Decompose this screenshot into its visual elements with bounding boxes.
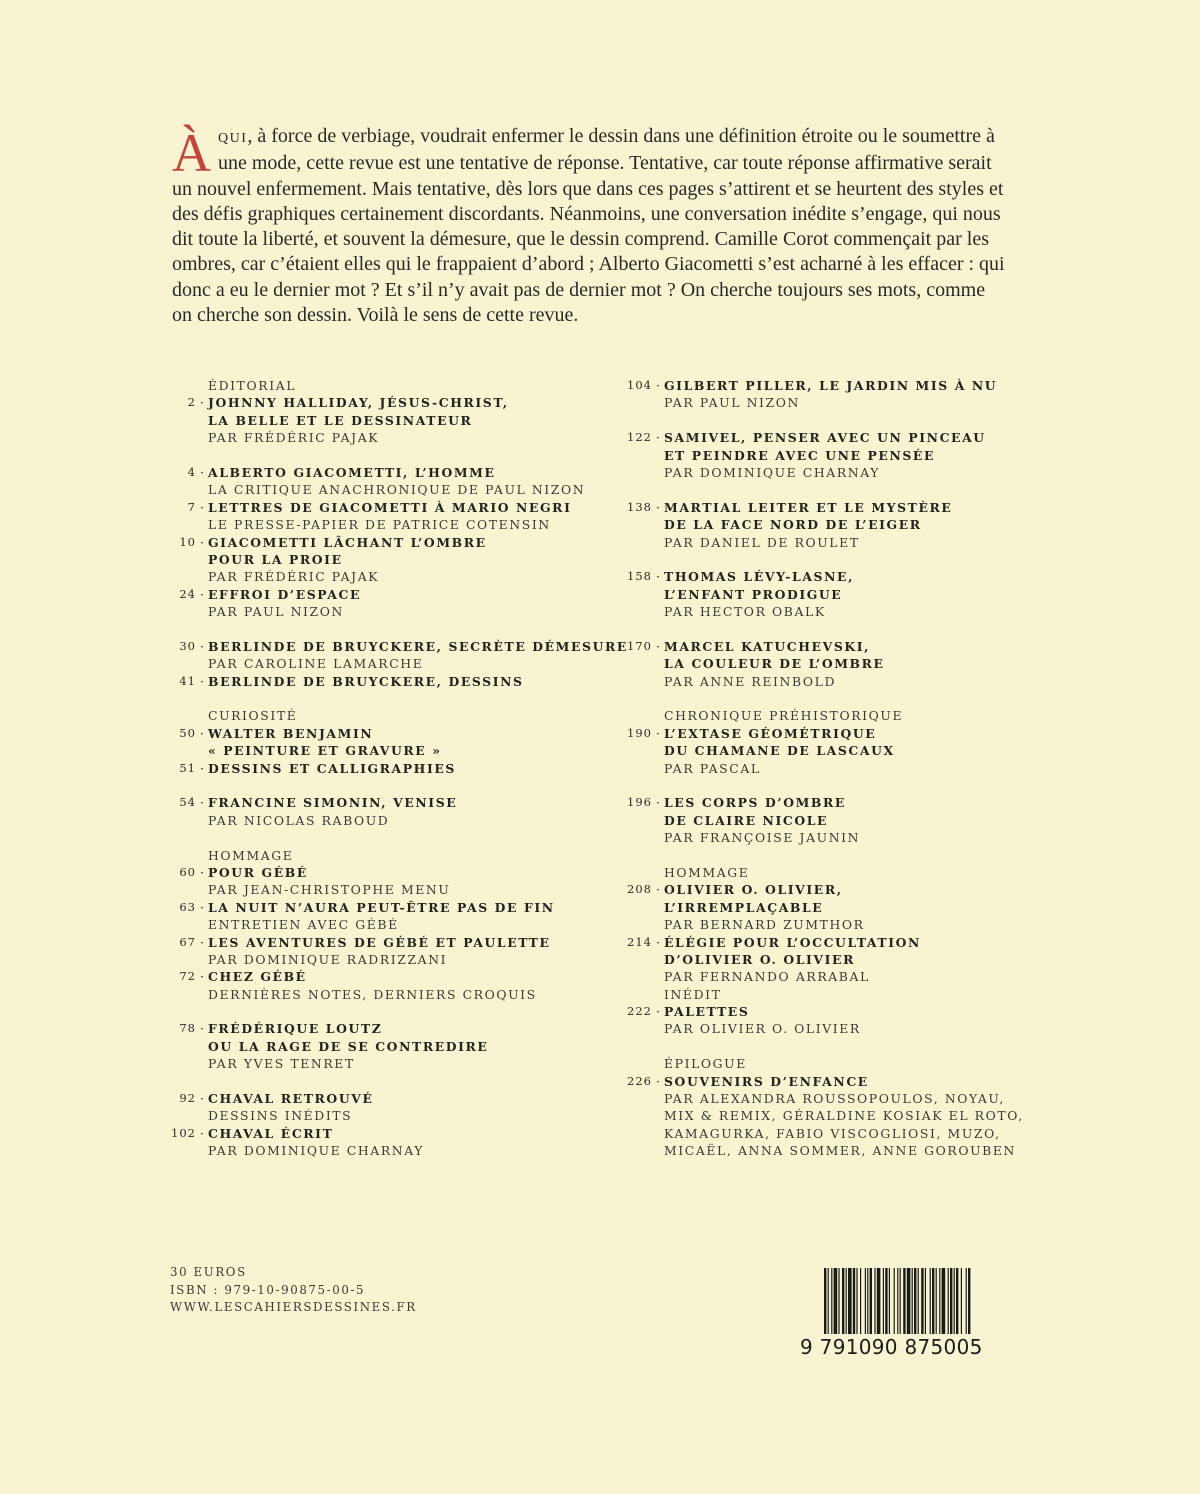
toc-sub-line [612, 986, 1042, 1003]
toc-sub-line [156, 655, 586, 672]
toc-title-line [156, 394, 586, 411]
toc-title-line [612, 812, 1042, 829]
toc-title-text: SAMIVEL, PENSER AVEC UN PINCEAU [664, 430, 986, 446]
barcode-bar [948, 1268, 949, 1334]
toc-title-text: THOMAS LÉVY-LASNE, [664, 569, 854, 585]
toc-sub-line [156, 916, 586, 933]
barcode-bar [897, 1268, 898, 1334]
toc-sub-line [612, 829, 1042, 846]
toc-spacer [612, 777, 1042, 794]
toc-title-text: D’OLIVIER O. OLIVIER [664, 951, 855, 967]
toc-title-line [156, 742, 586, 759]
barcode-bar [903, 1268, 905, 1334]
toc-sub-line [156, 603, 586, 620]
barcode-bar [918, 1268, 919, 1334]
toc-sub-line [612, 1090, 1042, 1107]
toc-title-line [612, 1003, 1042, 1020]
toc-sub-text: MIX & REMIX, GÉRALDINE KOSIAK EL ROTO, [664, 1108, 1024, 1124]
toc-title-line [156, 760, 586, 777]
toc-title-text: PALETTES [664, 1004, 750, 1020]
toc-title-text: CHAVAL ÉCRIT [208, 1125, 334, 1141]
toc-title-line [156, 464, 586, 481]
toc-title-text: LA BELLE ET LE DESSINATEUR [208, 412, 473, 428]
toc-title-line [612, 429, 1042, 446]
toc-title-text: EFFROI D’ESPACE [208, 586, 362, 602]
barcode-bar [838, 1268, 839, 1334]
barcode-bar [824, 1268, 826, 1334]
toc-spacer [612, 551, 1042, 568]
toc-title-line [156, 412, 586, 429]
toc-title-line [612, 742, 1042, 759]
toc-title-line [612, 638, 1042, 655]
toc-bullet: · [656, 378, 662, 393]
barcode-bar [842, 1268, 844, 1334]
isbn: ISBN : 979-10-90875-00-5 [170, 1282, 366, 1297]
toc-title-text: CHAVAL RETROUVÉ [208, 1091, 374, 1107]
barcode-bar [885, 1268, 887, 1334]
toc-bullet: · [200, 1091, 206, 1107]
toc-sub-text: PAR CAROLINE LAMARCHE [208, 656, 424, 672]
toc-bullet: · [200, 464, 206, 480]
toc-page-number: 30 [179, 638, 196, 653]
toc-section-text: ÉDITORIAL [208, 378, 297, 393]
barcode-bar [831, 1268, 832, 1334]
toc-sub-line [156, 986, 586, 1003]
toc-title-text: MARTIAL LEITER ET LE MYSTÈRE [664, 499, 953, 515]
toc-title-text: GIACOMETTI LÂCHANT L’OMBRE [208, 534, 487, 550]
toc-sub-text: PAR PAUL NIZON [208, 604, 344, 620]
price: 30 EUROS [170, 1265, 247, 1279]
toc-sub-text: KAMAGURKA, FABIO VISCOGLIOSI, MUZO, [664, 1125, 1001, 1141]
toc-sub-line [156, 1142, 586, 1159]
toc-spacer [612, 481, 1042, 498]
barcode-bar [932, 1268, 934, 1334]
barcode-bar [968, 1268, 970, 1334]
toc-section-line [612, 864, 1042, 881]
toc-bullet: · [200, 934, 206, 950]
toc-bullet: · [200, 499, 206, 515]
toc-page-number: 170 [627, 638, 652, 653]
toc-page-number: 50 [179, 725, 196, 740]
toc-page-number: 10 [179, 534, 196, 549]
toc-bullet: · [200, 1021, 206, 1037]
toc-sub-line [612, 1020, 1042, 1037]
toc-sub-line [612, 534, 1042, 551]
back-cover-footer [170, 1264, 417, 1317]
toc-title-line [612, 447, 1042, 464]
toc-spacer [612, 412, 1042, 429]
toc-section-line [156, 707, 586, 724]
toc-sub-line [612, 464, 1042, 481]
toc-sub-text: DESSINS INÉDITS [208, 1108, 353, 1124]
toc-title-line [156, 586, 586, 603]
intro-paragraph [172, 124, 1008, 328]
toc-bullet: · [656, 882, 662, 898]
barcode-bar [921, 1268, 923, 1334]
barcode-bar [925, 1268, 926, 1334]
toc-section-text: HOMMAGE [664, 864, 750, 880]
toc-page-number: 78 [179, 1021, 196, 1036]
toc-right-column [612, 377, 1042, 1160]
toc-sub-line [612, 673, 1042, 690]
barcode-bar [846, 1268, 847, 1334]
toc-title-text: JOHNNY HALLIDAY, JÉSUS-CHRIST, [208, 395, 509, 411]
toc-title-line [156, 1020, 586, 1037]
toc-bullet: · [656, 638, 662, 654]
toc-bullet: · [656, 1004, 662, 1020]
barcode-bar [853, 1268, 855, 1334]
toc-title-text: LES AVENTURES DE GÉBÉ ET PAULETTE [208, 934, 551, 950]
toc-page-number: 54 [179, 795, 196, 810]
toc-section-text: CHRONIQUE PRÉHISTORIQUE [664, 708, 904, 724]
toc-sub-text: PAR FRANÇOISE JAUNIN [664, 830, 861, 846]
toc-spacer [612, 690, 1042, 707]
toc-sub-line [156, 1107, 586, 1124]
toc-sub-line [156, 951, 586, 968]
toc-title-text: BERLINDE DE BRUYCKERE, SECRÈTE DÉMESURE [208, 638, 628, 654]
toc-title-line [612, 881, 1042, 898]
toc-bullet: · [200, 760, 206, 776]
toc-sub-line [612, 1125, 1042, 1142]
toc-title-text: L’IRREMPLAÇABLE [664, 899, 824, 915]
toc-spacer [612, 847, 1042, 864]
barcode-bar [942, 1268, 946, 1334]
barcode [800, 1266, 1004, 1366]
toc-bullet: · [200, 899, 206, 915]
toc-bullet: · [200, 864, 206, 880]
toc-title-text: DE LA FACE NORD DE L’EIGER [664, 517, 922, 533]
toc-title-text: L’EXTASE GÉOMÉTRIQUE [664, 725, 877, 741]
toc-bullet: · [656, 934, 662, 950]
toc-sub-line [156, 1055, 586, 1072]
toc-title-text: DE CLAIRE NICOLE [664, 812, 829, 828]
toc-title-line [612, 1073, 1042, 1090]
barcode-bar [936, 1268, 937, 1334]
barcode-bar [930, 1268, 931, 1334]
toc-title-line [156, 534, 586, 551]
toc-title-text: L’ENFANT PRODIGUE [664, 586, 843, 602]
toc-sub-text: PAR YVES TENRET [208, 1056, 355, 1072]
toc-title-text: LA COULEUR DE L’OMBRE [664, 656, 885, 672]
barcode-bar [870, 1268, 872, 1334]
barcode-bar [856, 1268, 857, 1334]
toc-page-number: 190 [627, 725, 652, 740]
toc-bullet: · [200, 586, 206, 602]
toc-page-number: 104 [627, 378, 652, 392]
toc-sub-text: PAR DANIEL DE ROULET [664, 534, 860, 550]
toc-title-line [156, 934, 586, 951]
toc-title-text: « PEINTURE ET GRAVURE » [208, 743, 442, 759]
toc-sub-line [156, 881, 586, 898]
toc-page-number: 24 [179, 586, 196, 601]
toc-title-text: ET PEINDRE AVEC UNE PENSÉE [664, 447, 936, 463]
toc-page-number: 67 [179, 934, 196, 949]
toc-bullet: · [200, 395, 206, 411]
toc-title-line [156, 673, 586, 690]
toc-sub-text: PAR FRÉDÉRIC PAJAK [208, 430, 380, 446]
toc-page-number: 158 [627, 569, 652, 584]
toc-bullet: · [656, 430, 662, 446]
toc-title-line [156, 638, 628, 655]
barcode-bar [900, 1268, 901, 1334]
toc-bullet: · [200, 534, 206, 550]
toc-title-text: MARCEL KATUCHEVSKI, [664, 638, 871, 654]
toc-sub-text: PAR BERNARD ZUMTHOR [664, 917, 865, 933]
toc-page-number: 4 [187, 464, 196, 479]
toc-sub-line [156, 812, 586, 829]
toc-title-line [612, 899, 1042, 916]
barcode-bar [966, 1268, 967, 1334]
toc-bullet: · [200, 638, 206, 654]
barcode-bar [950, 1268, 952, 1334]
toc-spacer [156, 777, 586, 794]
toc-sub-line [612, 1107, 1042, 1124]
toc-title-line [156, 864, 586, 881]
toc-page-number: 72 [179, 969, 196, 984]
toc-sub-line [612, 968, 1042, 985]
toc-bullet: · [656, 499, 662, 515]
toc-page-number: 51 [179, 760, 196, 775]
barcode-bar [867, 1268, 868, 1334]
toc-page-number: 2 [187, 395, 196, 410]
toc-section-text: CURIOSITÉ [208, 708, 298, 724]
toc-section-line [156, 377, 586, 394]
toc-page-number: 214 [627, 934, 652, 949]
toc-title-text: DU CHAMANE DE LASCAUX [664, 743, 895, 759]
toc-section-line [612, 707, 1042, 724]
barcode-bar [894, 1268, 895, 1334]
toc-sub-line [612, 1142, 1042, 1159]
barcode-bars [800, 1266, 1004, 1336]
barcode-digits: 9 791090 875005 [800, 1335, 983, 1359]
toc-sub-line [612, 394, 1042, 411]
toc-title-text: CHEZ GÉBÉ [208, 969, 307, 985]
barcode-bar [914, 1268, 916, 1334]
toc-title-text: POUR GÉBÉ [208, 864, 308, 880]
toc-spacer [156, 1073, 586, 1090]
toc-sub-text: PAR ALEXANDRA ROUSSOPOULOS, NOYAU, [664, 1091, 1005, 1107]
toc-sub-line [612, 603, 1042, 620]
toc-title-line [156, 794, 586, 811]
toc-sub-text: PAR HECTOR OBALK [664, 604, 826, 620]
toc-sub-text: PAR OLIVIER O. OLIVIER [664, 1021, 861, 1037]
toc-sub-line [156, 516, 586, 533]
toc-sub-text: PAR FERNANDO ARRABAL [664, 969, 870, 985]
toc-page-number: 226 [627, 1073, 652, 1088]
toc-bullet: · [200, 795, 206, 811]
toc-title-line [612, 794, 1042, 811]
toc-title-line [612, 568, 1042, 585]
toc-bullet: · [200, 673, 206, 689]
toc-sub-text: PAR DOMINIQUE RADRIZZANI [208, 951, 448, 967]
toc-left-column [156, 377, 628, 1160]
toc-sub-text: PAR PASCAL [664, 760, 761, 776]
toc-page-number: 92 [179, 1091, 196, 1106]
toc-title-line [612, 725, 1042, 742]
barcode-bar [912, 1268, 913, 1334]
toc-spacer [156, 690, 586, 707]
toc-title-text: ÉLÉGIE POUR L’OCCULTATION [664, 934, 921, 950]
toc-sub-line [156, 568, 586, 585]
toc-bullet: · [200, 1125, 206, 1141]
toc-title-line [156, 968, 586, 985]
toc-title-text: LA NUIT N’AURA PEUT-ÊTRE PAS DE FIN [208, 899, 555, 915]
barcode-bar [877, 1268, 881, 1334]
toc-spacer [156, 447, 586, 464]
toc-sub-text: PAR NICOLAS RABOUD [208, 812, 390, 828]
barcode-bar [883, 1268, 884, 1334]
toc-spacer [156, 620, 586, 637]
toc-title-text: LES CORPS D’OMBRE [664, 795, 846, 811]
intro-first-word: QUI [218, 131, 248, 146]
toc-bullet: · [656, 725, 662, 741]
toc-sub-text: DERNIÈRES NOTES, DERNIERS CROQUIS [208, 986, 537, 1002]
toc-title-text: POUR LA PROIE [208, 551, 343, 567]
toc-sub-text: PAR JEAN-CHRISTOPHE MENU [208, 882, 451, 898]
toc-section-line [156, 847, 586, 864]
toc-sub-line [156, 481, 586, 498]
toc-page-number: 102 [171, 1125, 196, 1140]
website: WWW.LESCAHIERSDESSINES.FR [170, 1300, 417, 1315]
toc-section-text: HOMMAGE [208, 847, 294, 863]
toc-bullet: · [656, 1073, 662, 1089]
barcode-bar [848, 1268, 852, 1334]
barcode-bar [889, 1268, 890, 1334]
toc-page-number: 60 [179, 864, 196, 879]
toc-title-line [156, 725, 586, 742]
toc-title-line [156, 499, 586, 516]
toc-sub-text: INÉDIT [664, 986, 722, 1002]
toc-title-line [612, 655, 1042, 672]
toc-title-line [156, 1125, 586, 1142]
toc-title-text: SOUVENIRS D’ENFANCE [664, 1073, 869, 1089]
toc-bullet: · [200, 969, 206, 985]
barcode-bar [874, 1268, 875, 1334]
toc-page-number: 208 [627, 882, 652, 897]
toc-title-text: FRÉDÉRIQUE LOUTZ [208, 1021, 383, 1037]
toc-spacer [156, 829, 586, 846]
toc-page-number: 138 [627, 499, 652, 514]
barcode-bar [907, 1268, 911, 1334]
toc-bullet: · [200, 725, 206, 741]
toc-sub-text: LA CRITIQUE ANACHRONIQUE DE PAUL NIZON [208, 482, 586, 498]
toc-title-text: GILBERT PILLER, LE JARDIN MIS À NU [664, 378, 998, 393]
toc-title-text: FRANCINE SIMONIN, VENISE [208, 795, 458, 811]
intro-text: , à force de verbiage, voudrait enfermer le dessin dans une définition étroite ou le soumettre à une mode, cette revue est une tentative de réponse. Tentative, car toute réponse affirmative serait un nouvel enfermement. Mais tentative, dès lors que dans ces pages s’attirent et se heurtent des styles et des défis graphiques certainement discordants. Néanmoins, une conversation inédite s’engage, qui nous dit toute la liberté, et souvent la démesure, que le dessin comprend. Camille Corot commençait par les ombres, car c’étaient elles qui le frappaient d’abord ; Alberto Giacometti s’est acharné à les effacer : qui donc a eu le dernier mot ? Et s’il n’y avait pas de dernier mot ? On cherche toujours ses mots, comme on cherche son dessin. Voilà le sens de cette revue. [172, 125, 1005, 327]
toc-section-line [612, 1055, 1042, 1072]
toc-sub-text: PAR DOMINIQUE CHARNAY [664, 464, 881, 480]
toc-sub-line [612, 916, 1042, 933]
toc-page-number: 122 [627, 430, 652, 445]
toc-title-text: BERLINDE DE BRUYCKERE, DESSINS [208, 673, 524, 689]
toc-page-number: 63 [179, 899, 196, 914]
toc-title-line [156, 1038, 586, 1055]
toc-title-text: LETTRES DE GIACOMETTI À MARIO NEGRI [208, 499, 572, 515]
toc-title-line [612, 377, 1042, 394]
toc-page-number: 222 [627, 1004, 652, 1019]
toc-page-number: 41 [179, 673, 196, 688]
barcode-bar [828, 1268, 829, 1334]
toc-title-line [612, 951, 1042, 968]
toc-title-line [612, 934, 1042, 951]
toc-sub-text: ENTRETIEN AVEC GÉBÉ [208, 917, 399, 933]
toc-sub-text: PAR ANNE REINBOLD [664, 673, 836, 689]
toc-title-line [612, 499, 1042, 516]
toc-sub-line [156, 429, 586, 446]
barcode-bar [939, 1268, 940, 1334]
toc-spacer [612, 1038, 1042, 1055]
toc-sub-text: PAR DOMINIQUE CHARNAY [208, 1143, 425, 1159]
barcode-bar [865, 1268, 866, 1334]
toc-page-number: 7 [187, 499, 196, 514]
barcode-bar [834, 1268, 838, 1334]
toc-title-line [612, 516, 1042, 533]
toc-sub-text: MICAËL, ANNA SOMMER, ANNE GOROUBEN [664, 1143, 1016, 1159]
barcode-bar [954, 1268, 955, 1334]
toc-spacer [156, 1003, 586, 1020]
toc-bullet: · [656, 795, 662, 811]
toc-page-number: 196 [627, 795, 652, 810]
toc-title-text: OLIVIER O. OLIVIER, [664, 882, 843, 898]
toc-spacer [612, 620, 1042, 637]
toc-sub-text: LE PRESSE-PAPIER DE PATRICE COTENSIN [208, 517, 551, 533]
toc-title-line [156, 1090, 586, 1107]
toc-title-text: WALTER BENJAMIN [208, 725, 374, 741]
toc-title-line [612, 586, 1042, 603]
toc-sub-text: PAR FRÉDÉRIC PAJAK [208, 569, 380, 585]
toc-title-line [156, 899, 586, 916]
barcode-bar [956, 1268, 958, 1334]
toc-bullet: · [656, 569, 662, 585]
toc-title-text: ALBERTO GIACOMETTI, L’HOMME [208, 464, 496, 480]
toc-section-text: ÉPILOGUE [664, 1056, 747, 1072]
barcode-bar [961, 1268, 962, 1334]
toc-sub-text: PAR PAUL NIZON [664, 395, 800, 411]
toc-title-text: DESSINS ET CALLIGRAPHIES [208, 760, 456, 776]
toc-sub-line [612, 760, 1042, 777]
barcode-bar [860, 1268, 861, 1334]
toc-title-text: OU LA RAGE DE SE CONTREDIRE [208, 1038, 489, 1054]
drop-cap: À [172, 123, 211, 183]
toc-title-line [156, 551, 586, 568]
